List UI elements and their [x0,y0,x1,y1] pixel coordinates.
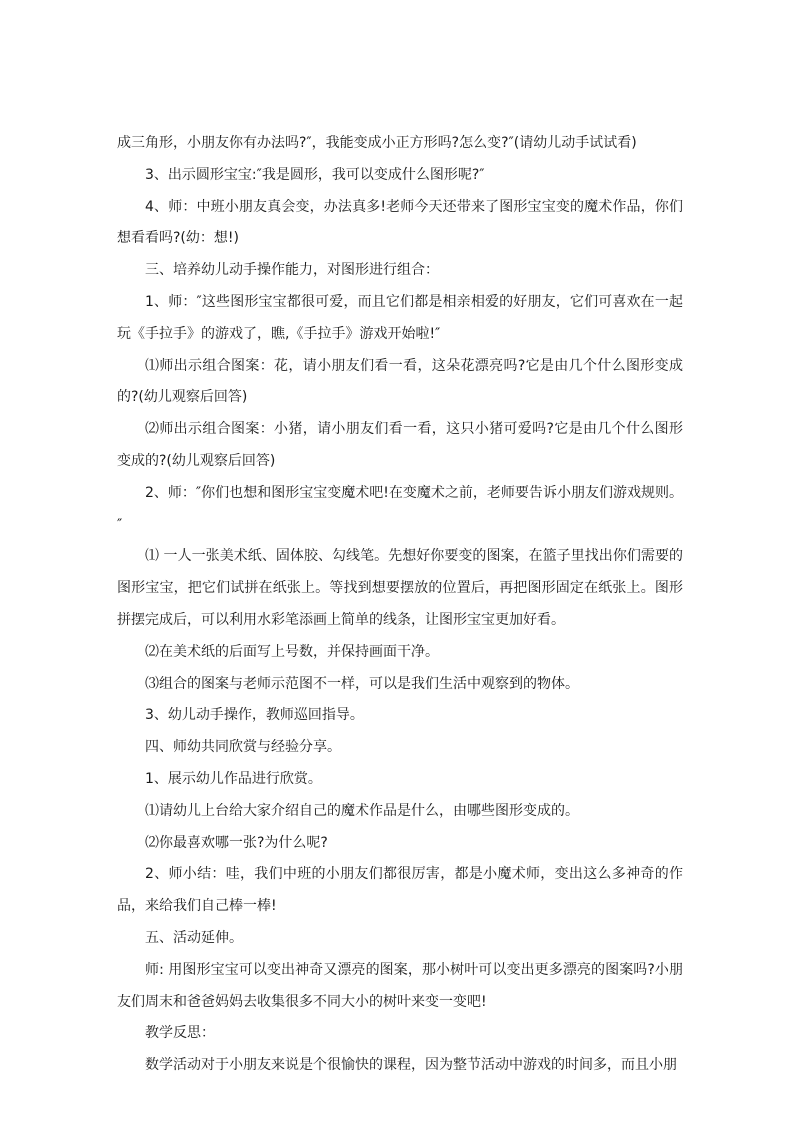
section-heading: 教学反思： [145,1025,215,1042]
section-heading: 三、培养幼儿动手操作能力，对图形进行组合： [145,262,439,279]
paragraph: 2、师小结：哇，我们中班的小朋友们都很厉害，都是小魔术师，变出这么多神奇的作品，来给我们自己棒一棒! [117,866,683,915]
paragraph: ⑵在美术纸的后面写上号数，并保持画面干净。 [145,643,439,660]
paragraph: 1、展示幼儿作品进行欣赏。 [145,770,322,787]
paragraph: 4、师：中班小朋友真会变，办法真多!老师今天还带来了图形宝宝变的魔术作品，你们想看看吗?(幼：想!) [117,198,683,247]
paragraph: ⑴请幼儿上台给大家介绍自己的魔术作品是什么，由哪些图形变成的。 [145,802,579,819]
document-body [117,128,683,1082]
paragraph: ⑴ 一人一张美术纸、固体胶、勾线笔。先想好你要变的图案，在篮子里找出你们需要的图形宝宝，把它们试拼在纸张上。等找到想要摆放的位置后，再把图形固定在纸张上。图形拼摆完成后，可以利用水彩笔添画上简单的线条，让图形宝宝更加好看。 [117,548,683,628]
section-heading: 四、师幼共同欣赏与经验分享。 [145,739,341,756]
paragraph: 3、出示圆形宝宝:″我是圆形，我可以变成什么图形呢?″ [145,166,485,183]
paragraph: ⑵师出示组合图案：小猪，请小朋友们看一看，这只小猪可爱吗?它是由几个什么图形变成的?(幼儿观察后回答) [117,421,683,469]
paragraph: 数学活动对于小朋友来说是个很愉快的课程，因为整节活动中游戏的时间多，而且小朋 [145,1057,677,1074]
paragraph: 师: 用图形宝宝可以变出神奇又漂亮的图案，那小树叶可以变出更多漂亮的图案吗?小朋友们周末和爸爸妈妈去收集很多不同大小的树叶来变一变吧! [117,961,683,1010]
paragraph: ⑶组合的图案与老师示范图不一样，可以是我们生活中观察到的物体。 [145,675,579,692]
paragraph: 3、幼儿动手操作，教师巡回指导。 [145,707,364,724]
paragraph: ⑴师出示组合图案：花，请小朋友们看一看，这朵花漂亮吗?它是由几个什么图形变成的?(幼儿观察后回答) [117,357,683,406]
section-heading: 五、活动延伸。 [145,929,243,946]
paragraph: ⑵你最喜欢哪一张?为什么呢? [145,834,328,851]
paragraph: 成三角形，小朋友你有办法吗?″，我能变成小正方形吗?怎么变?″(请幼儿动手试试看) [117,135,637,151]
paragraph: 2、师：″你们也想和图形宝宝变魔术吧!在变魔术之前，老师要告诉小朋友们游戏规则。″ [117,484,683,533]
paragraph: 1、师：″这些图形宝宝都很可爱，而且它们都是相亲相爱的好朋友，它们可喜欢在一起玩《手拉手》的游戏了，瞧,《手拉手》游戏开始啦!″ [117,293,683,342]
